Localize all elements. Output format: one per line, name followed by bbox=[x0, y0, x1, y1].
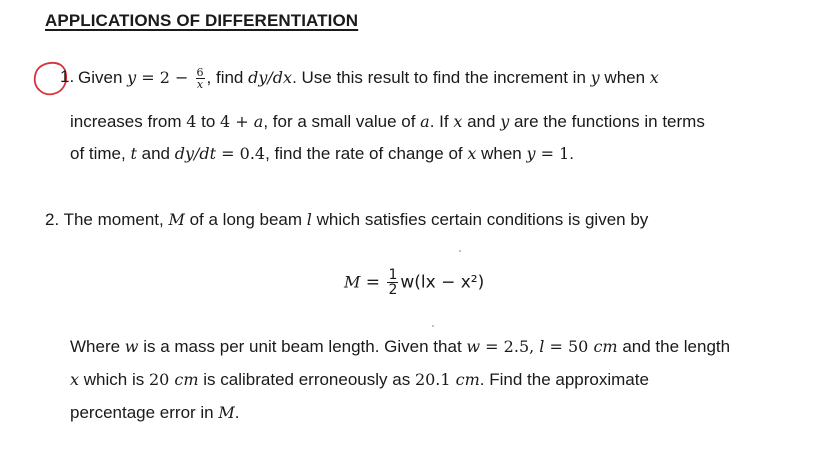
q1-l3-text-2: and bbox=[136, 144, 175, 163]
q1-l2-math-a: a bbox=[253, 112, 264, 131]
q2-l2-math-val1: = 2.5, bbox=[480, 337, 540, 356]
q1-fraction-denominator: x bbox=[196, 78, 204, 92]
equation-fraction bbox=[387, 268, 398, 297]
q1-l1-math-dydx: dy/dx bbox=[248, 68, 293, 87]
q1-l2-text-6: are the functions in terms bbox=[509, 112, 705, 131]
q1-l2-text: increases from bbox=[70, 112, 187, 131]
question-1-line-3 bbox=[70, 143, 574, 165]
question-2-line-2 bbox=[70, 336, 730, 358]
q1-l2-math-y: y bbox=[500, 112, 510, 131]
equation-rhs: w(lx − x²) bbox=[400, 272, 485, 293]
page-heading: APPLICATIONS OF DIFFERENTIATION bbox=[45, 11, 359, 30]
q1-l2-text-5: and bbox=[462, 112, 501, 131]
q1-l3-text: of time, bbox=[70, 144, 131, 163]
equation-lhs: M bbox=[344, 272, 361, 292]
q2-l4-text: percentage error in bbox=[70, 403, 219, 422]
q2-l2-math-w: w bbox=[124, 337, 139, 356]
scan-speck bbox=[459, 250, 461, 252]
q1-l3-text-3: , find the rate of change of bbox=[265, 144, 468, 163]
q2-l3-text-3: . Find the approximate bbox=[479, 370, 649, 389]
question-2-line-3 bbox=[70, 369, 649, 391]
q2-l2-text-3: and the length bbox=[617, 337, 731, 356]
q2-l3-math-cm2: cm bbox=[455, 370, 480, 389]
q2-l1-text-2: of a long beam bbox=[184, 210, 307, 229]
q1-l1-math-x: x bbox=[649, 68, 659, 87]
q1-l2-math-a2: a bbox=[420, 112, 430, 131]
q1-l1-math-eq: = 2 − bbox=[136, 68, 194, 87]
q2-l1-math-l: l bbox=[306, 210, 312, 229]
q2-l3-math-20-1: 20.1 bbox=[414, 370, 456, 389]
q1-l2-math-4plus: 4 + bbox=[220, 112, 254, 131]
q1-l1-text-3: . Use this result to find the increment in bbox=[292, 68, 591, 87]
q1-fraction-numerator: 6 bbox=[196, 66, 204, 80]
q2-l3-text-2: is calibrated erroneously as bbox=[198, 370, 415, 389]
q1-l3-text-4: when bbox=[476, 144, 527, 163]
q1-l1-text: Given bbox=[78, 68, 128, 87]
q2-l1-text: 2. The moment, bbox=[45, 210, 169, 229]
question-2-line-4 bbox=[70, 402, 240, 424]
q1-l2-math-x: x bbox=[453, 112, 463, 131]
q2-l3-math-20: 20 bbox=[148, 370, 175, 389]
q1-l3-math-y: y bbox=[526, 144, 536, 163]
q1-l3-math-dydt: dy/dt bbox=[174, 144, 217, 163]
q2-l2-math-w2: w bbox=[466, 337, 481, 356]
q2-l3-math-x: x bbox=[70, 370, 80, 389]
q1-l2-math-4: 4 bbox=[186, 112, 197, 131]
q1-l1-math-y: y bbox=[127, 68, 137, 87]
q1-l3-math-t: t bbox=[130, 144, 137, 163]
q1-l3-text-5: . bbox=[569, 144, 575, 163]
q2-l2-math-val2: = 50 bbox=[544, 337, 594, 356]
q2-l1-math-M: M bbox=[168, 210, 185, 229]
q2-l4-text-2: . bbox=[234, 403, 240, 422]
scan-speck-2 bbox=[432, 325, 434, 327]
q2-l2-math-l: l bbox=[539, 337, 545, 356]
q1-l2-text-4: . If bbox=[429, 112, 454, 131]
q1-l2-text-2: to bbox=[196, 112, 221, 131]
moment-equation bbox=[344, 268, 484, 297]
q2-l2-math-cm: cm bbox=[593, 337, 618, 356]
q1-l3-math-value: = 0.4 bbox=[216, 144, 266, 163]
question-2-line-1 bbox=[45, 209, 648, 231]
q1-l1-math-y2: y bbox=[590, 68, 600, 87]
question-1-number: 1. bbox=[60, 67, 75, 86]
q1-fraction bbox=[196, 67, 205, 90]
q1-l2-text-3: , for a small value of bbox=[263, 112, 421, 131]
q2-l2-text: Where bbox=[70, 337, 125, 356]
q1-l3-math-x: x bbox=[467, 144, 477, 163]
q2-l2-text-2: is a mass per unit beam length. Given that bbox=[138, 337, 467, 356]
q1-l3-math-eq1: = 1 bbox=[535, 144, 570, 163]
equation-equals: = bbox=[360, 272, 386, 293]
q2-l4-math-M: M bbox=[218, 403, 235, 422]
question-1-line-1 bbox=[78, 67, 659, 90]
q1-l1-text-2: , find bbox=[206, 68, 249, 87]
q1-l1-text-4: when bbox=[599, 68, 650, 87]
equation-fraction-numerator: 1 bbox=[388, 267, 398, 283]
q2-l3-math-cm: cm bbox=[174, 370, 199, 389]
equation-fraction-denominator: 2 bbox=[388, 282, 398, 298]
q2-l1-text-3: which satisfies certain conditions is given by bbox=[311, 210, 649, 229]
q2-l3-text: which is bbox=[79, 370, 149, 389]
question-1-line-2 bbox=[70, 111, 705, 133]
